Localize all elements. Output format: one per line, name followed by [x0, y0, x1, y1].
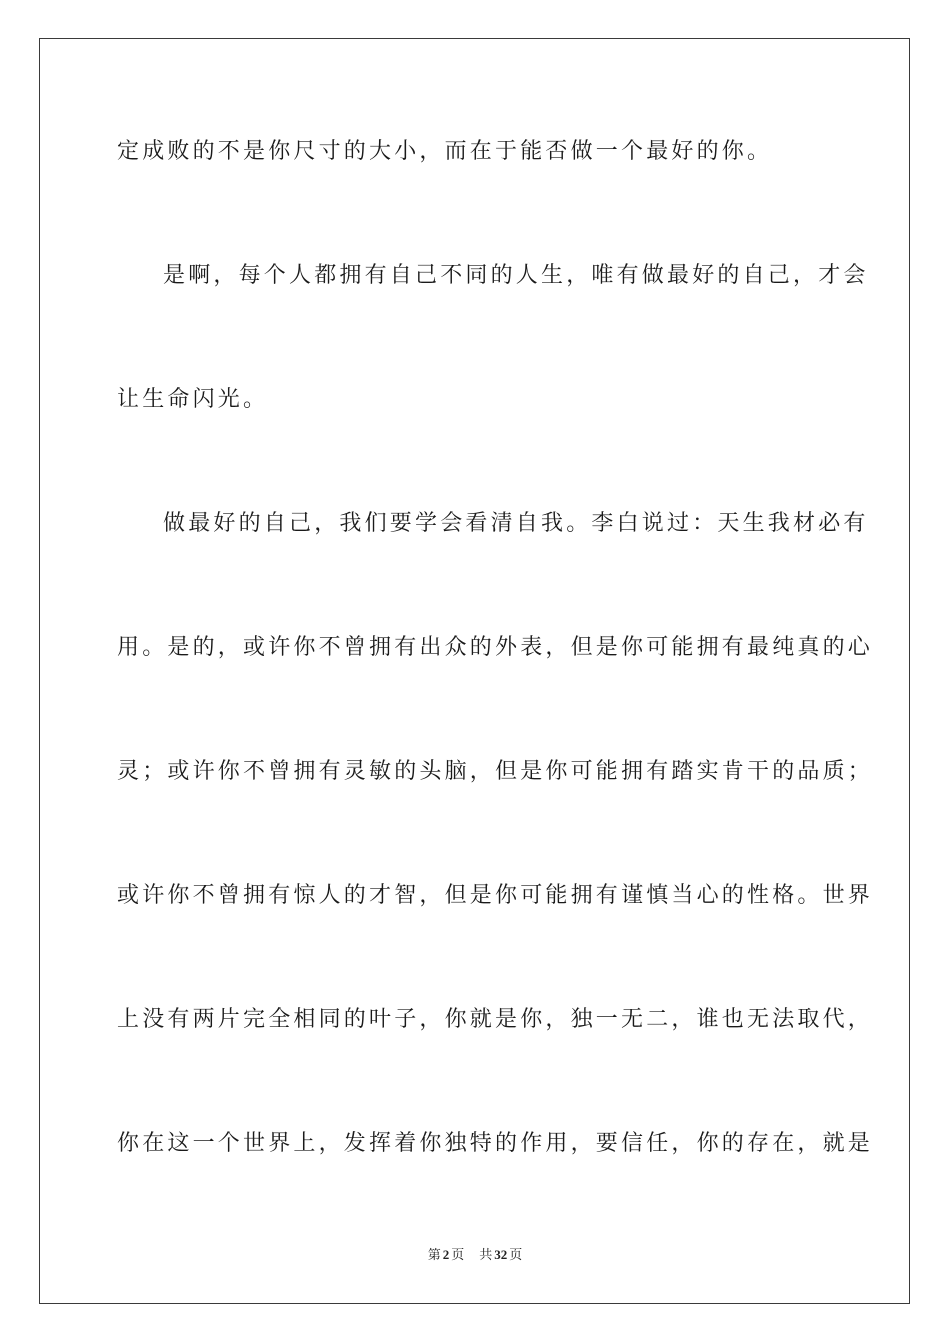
page-footer [0, 1246, 950, 1264]
page-border [39, 38, 910, 1304]
text-line-3: 让生命闪光。 [117, 387, 269, 412]
page-prefix: 第 [427, 1247, 441, 1262]
text-line-1: 定成败的不是你尺寸的大小，而在于能否做一个最好的你。 [117, 139, 773, 164]
text-line-7: 或许你不曾拥有惊人的才智，但是你可能拥有谨慎当心的性格。世界 [117, 883, 874, 908]
text-line-6: 灵；或许你不曾拥有灵敏的头脑，但是你可能拥有踏实肯干的品质； [117, 759, 874, 784]
text-line-8: 上没有两片完全相同的叶子，你就是你，独一无二，谁也无法取代， [117, 1007, 874, 1032]
page-suffix: 页 [451, 1247, 465, 1262]
page-number: 2 [442, 1247, 450, 1262]
total-pages: 32 [494, 1247, 508, 1262]
total-prefix: 共 [479, 1247, 493, 1262]
text-line-2: 是啊，每个人都拥有自己不同的人生，唯有做最好的自己，才会 [163, 263, 869, 288]
total-suffix: 页 [509, 1247, 523, 1262]
text-line-4: 做最好的自己，我们要学会看清自我。李白说过：天生我材必有 [163, 511, 869, 536]
text-line-9: 你在这一个世界上，发挥着你独特的作用，要信任，你的存在，就是 [117, 1131, 874, 1156]
text-line-5: 用。是的，或许你不曾拥有出众的外表，但是你可能拥有最纯真的心 [117, 635, 874, 660]
